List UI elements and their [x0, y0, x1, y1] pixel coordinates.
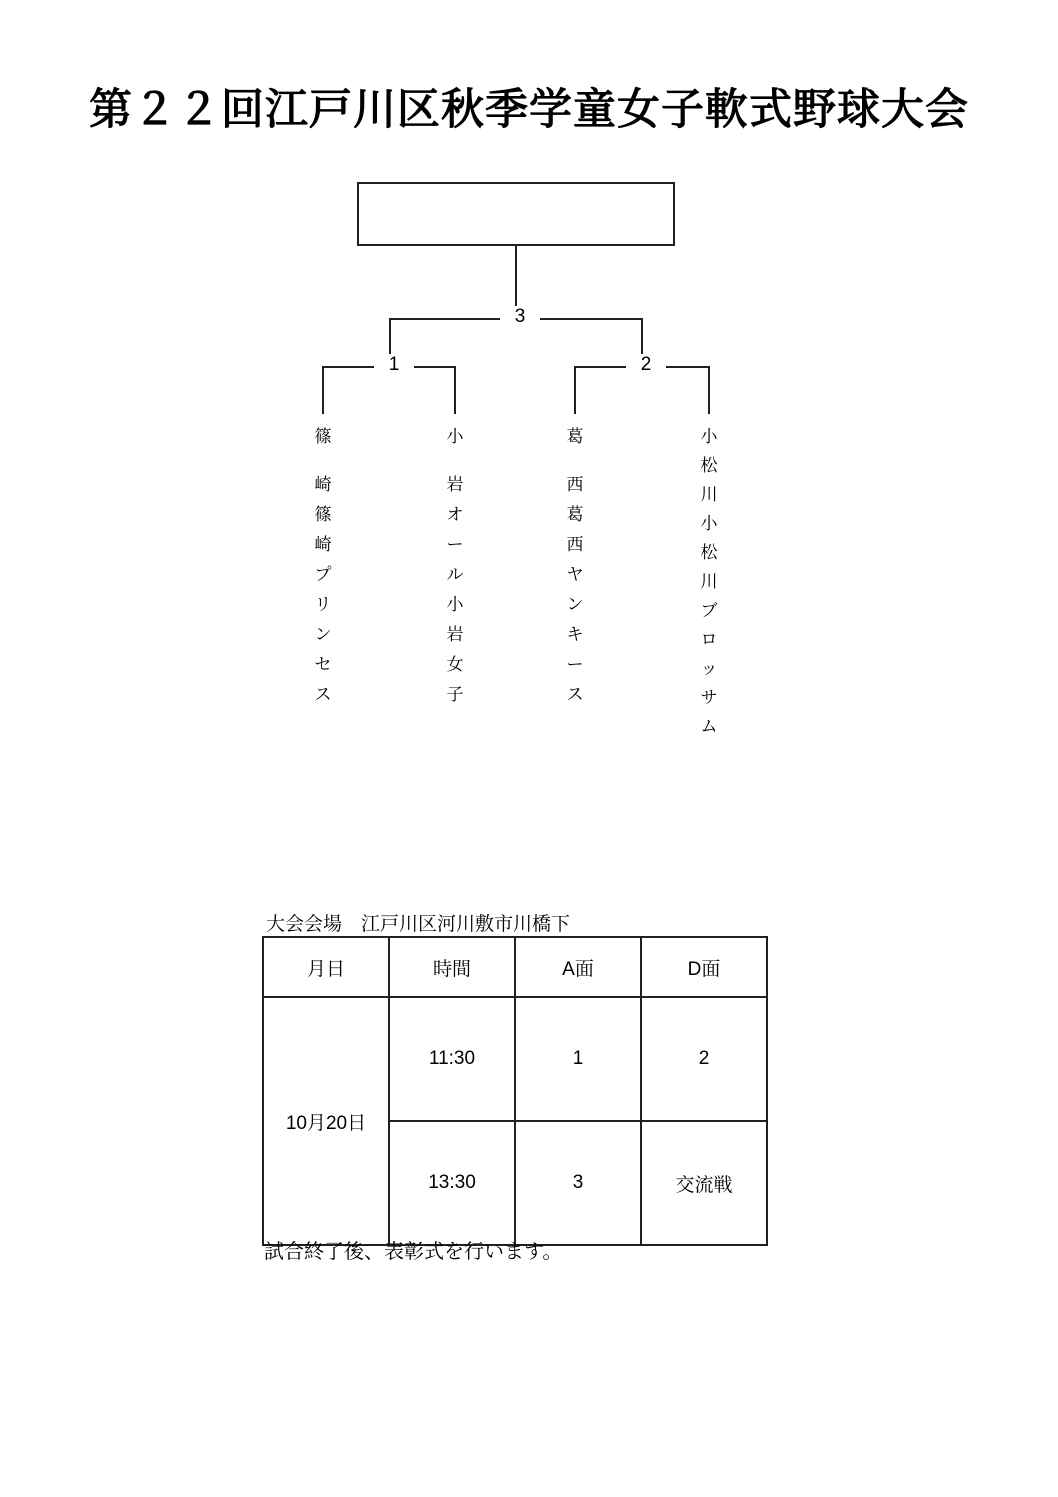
bracket-team-2 — [440, 422, 470, 710]
table-row — [263, 997, 767, 1121]
schedule-header-date: 月日 — [263, 937, 389, 997]
bracket-team-3-name-char-2: 西 — [566, 535, 584, 554]
bracket-team-4-name-char-2: 松 — [700, 543, 718, 562]
bracket-team-1-name-char-2: 崎 — [314, 535, 332, 554]
bracket-line-semi-left-leg2 — [454, 366, 456, 414]
bracket-team-3-name-char-5: キ — [566, 625, 584, 644]
bracket-team-3-name-char-3: ヤ — [566, 565, 584, 584]
schedule-table — [262, 936, 768, 1246]
bracket-team-1-name-char-3: プ — [314, 565, 332, 584]
schedule-header-row — [263, 937, 767, 997]
bracket-team-1-name-char-6: セ — [314, 655, 332, 674]
bracket-team-1-area-char-2: 崎 — [314, 475, 332, 494]
bracket-team-2-area-char-1: 小 — [446, 427, 464, 446]
bracket-team-4-area-char-1: 小 — [700, 427, 718, 446]
bracket-team-4-name-char-1: 小 — [700, 514, 718, 533]
bracket-team-4-name-char-5: ロ — [700, 630, 718, 649]
bracket-team-1-name-char-5: ン — [314, 625, 332, 644]
spacer — [440, 452, 470, 470]
bracket-line-semi-right-leg1 — [574, 366, 576, 414]
bracket-team-4-area-char-2: 松 — [700, 456, 718, 475]
bracket-team-2-name-char-7: 子 — [446, 685, 464, 704]
schedule-header-field-d: D面 — [641, 937, 767, 997]
bracket-line-semi-left-leg1 — [322, 366, 324, 414]
bracket-team-2-area-char-2: 岩 — [446, 475, 464, 494]
bracket-team-2-name-char-2: ー — [446, 535, 464, 554]
venue-label: 大会会場 江戸川区河川敷市川橋下 — [266, 914, 571, 935]
page-title: 第２２回江戸川区秋季学童女子軟式野球大会 — [89, 86, 969, 134]
bracket-team-1-name-char-1: 篠 — [314, 505, 332, 524]
bracket-team-4-name-char-6: ッ — [700, 659, 718, 678]
spacer — [308, 452, 338, 470]
bracket-team-2-name-char-3: ル — [446, 565, 464, 584]
bracket-team-2-name-char-4: 小 — [446, 595, 464, 614]
bracket-team-1 — [308, 422, 338, 710]
bracket-team-3-name-char-4: ン — [566, 595, 584, 614]
bracket-line-semi-right-leg2 — [708, 366, 710, 414]
bracket-team-4-name-char-3: 川 — [700, 572, 718, 591]
bracket-team-3-name-char-6: ー — [566, 655, 584, 674]
schedule-row-1-field-a: 1 — [515, 997, 641, 1121]
schedule-row-2-field-d: 交流戦 — [641, 1121, 767, 1245]
match-number-3: 3 — [500, 306, 540, 328]
bracket-team-2-name-char-5: 岩 — [446, 625, 464, 644]
schedule-date-cell: 10月20日 — [263, 997, 389, 1245]
bracket-team-3 — [560, 422, 590, 710]
tournament-bracket — [0, 170, 1058, 830]
schedule-row-2-field-a: 3 — [515, 1121, 641, 1245]
schedule-row-2-time: 13:30 — [389, 1121, 515, 1245]
spacer — [560, 452, 590, 470]
bracket-team-4-name-char-7: サ — [700, 688, 718, 707]
bracket-team-2-name-char-1: オ — [446, 505, 464, 524]
bracket-team-4-name-char-4: ブ — [700, 601, 718, 620]
schedule-row-1-time: 11:30 — [389, 997, 515, 1121]
bracket-team-1-area-char-1: 篠 — [314, 427, 332, 446]
bracket-team-4-name-char-8: ム — [700, 717, 718, 736]
bracket-team-3-name-char-1: 葛 — [566, 505, 584, 524]
champion-box — [357, 182, 675, 246]
bracket-team-2-name-char-6: 女 — [446, 655, 464, 674]
bracket-team-3-area-char-1: 葛 — [566, 427, 584, 446]
match-number-2: 2 — [626, 354, 666, 376]
bracket-team-3-area-char-2: 西 — [566, 475, 584, 494]
footnote: 試合終了後、表彰式を行います。 — [264, 1241, 563, 1263]
bracket-team-4-area-char-3: 川 — [700, 485, 718, 504]
schedule-header-time: 時間 — [389, 937, 515, 997]
schedule-row-1-field-d: 2 — [641, 997, 767, 1121]
bracket-team-1-name-char-4: リ — [314, 595, 332, 614]
match-number-1: 1 — [374, 354, 414, 376]
schedule-header-field-a: A面 — [515, 937, 641, 997]
bracket-team-4 — [694, 422, 724, 741]
bracket-team-3-name-char-7: ス — [566, 685, 584, 704]
bracket-team-1-name-char-7: ス — [314, 685, 332, 704]
